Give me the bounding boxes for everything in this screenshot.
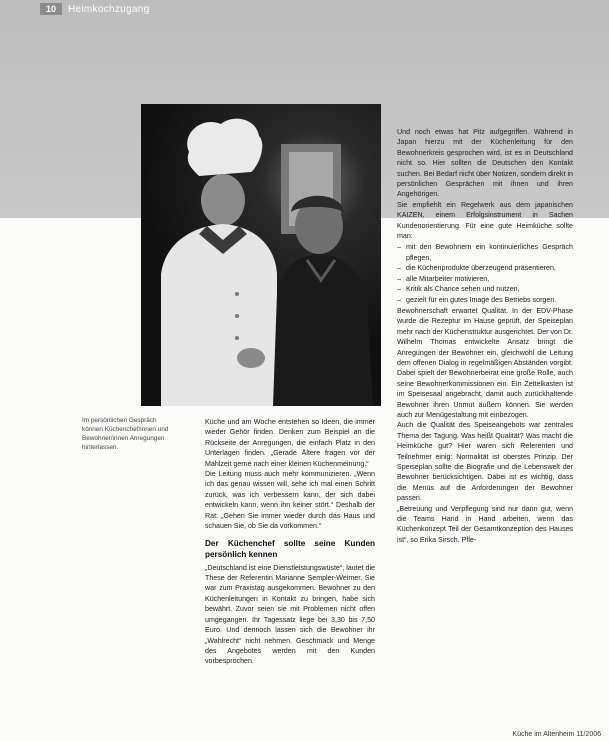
paragraph: Die Leitung muss auch mehr kommunizieren. „Wenn ich das genau wissen will, sehe ich mal einen Schritt zurück, was ich verbessern kann, der sich dabei entwickeln kann, wenn ihn keiner stört.“ Deshalb der Rat: „Gehen Sie immer wieder durch das Haus und schauen Sie, ob Sie da vorkommen.“ xyxy=(205,470,375,531)
running-header xyxy=(40,3,149,15)
paragraph: „Betreuung und Verpflegung sind nur dann gut, wenn die Teams Hand in Hand arbeiten, wenn das Küchenkonzept Teil der Gesamtkonzeption des Hauses ist“, so Erika Sirsch. Pfle- xyxy=(397,504,573,544)
section-title: Heimkochzugang xyxy=(68,3,150,15)
bullet-item: – gezielt für ein gutes Image des Betriebs sorgen. xyxy=(397,295,573,305)
subheading: Der Küchenchef sollte seine Kunden persönlich kennen xyxy=(205,539,375,560)
photo-illustration xyxy=(141,104,381,406)
paragraph: Sie empfiehlt ein Regelwerk aus dem japanischen KAIZEN, einem Erfolgsinstrument in Sachen Kundenorientierung. Für eine gute Heimküche sollte man: xyxy=(397,200,573,241)
article-photo xyxy=(141,104,381,406)
bullet-item: – mit den Bewohnern ein kontinuierliches Gespräch pflegen, xyxy=(397,242,573,263)
bullet-item: – alle Mitarbeiter motivieren, xyxy=(397,274,573,284)
paragraph: Auch die Qualität des Speiseangebots war zentrales Thema der Tagung. Was heißt Qualität? Was macht die Heimküche gut? Hier waren sich Referenten und Teilnehmer einig: Normalität ist oberstes Prinzip. Der Speiseplan sollte die Biografie und die Lebenswelt der Bewohner berücksichtigen. Dabei ist es wichtig, dass die Menüs auf die Anforderungen der Bewohner passen. xyxy=(397,421,573,503)
paragraph: Bewohnerschaft erwartet Qualität. In der EDV-Phase wurde die Rezeptur im Hause geprüft, der Speiseplan mehr nach der Küchenstruktur ausgerichtet. Der von Dr. Wilhelm Thomas entwickelte Ansatz bringt die Anregungen der Bewohner ein, gleichwohl die Leitung dem offenen Dialog in regelmäßigen Abständen vorgibt. Dabei spielt der Bewohnerbeirat eine große Rolle, auch seine Bewohnerkommissionen ein. Ein Zettelkasten ist im Speisesaal angebracht, damit auch zurückhaltende Bewohner ihren Unmut äußern können. Sie werden auch zur Menügestaltung mit einbezogen. xyxy=(397,306,573,419)
paragraph: „Deutschland ist eine Dienstleistungswüste“, lautet die These der Referentin Marianne Sempler-Weimer. Sie war zum Praxistag ausgekommen. Bewohner zu den Küchenleitungen in Kontakt zu bringen, habe sich bewährt. Zuvor seien sie mit Problemen nicht offen umgegangen. Ihr Tagessatz liege bei 3,30 bis 7,50 Euro. Und dennoch lassen sich die Bewohner ihr „Wahlrecht“ nicht nehmen. Geschmack und Menge des Angebotes werden mit den Kunden vorbesprochen. xyxy=(205,563,375,666)
article-right-column xyxy=(397,127,573,545)
paragraph: Und noch etwas hat Pitz aufgegriffen. Während in Japan hierzu mit der Küchenleitung für den Bewohnerkreis gesprochen wird, ist es in Deutschland nicht so. Hier sollten die Deutschen den Kontakt suchen. Bei Bedarf nicht über Notizen, sondern direkt in persönlichen Gesprächen mit ihnen und ihren Angehörigen. xyxy=(397,128,573,199)
bullet-list xyxy=(397,242,573,304)
page-number: 10 xyxy=(40,3,62,15)
bullet-item: – Kritik als Chance sehen und nutzen, xyxy=(397,284,573,294)
page-footer: Küche im Altenheim 11/2006 xyxy=(512,731,601,738)
bullet-item: – die Küchenprodukte überzeugend präsentieren, xyxy=(397,263,573,273)
paragraph: Küche und am Woche entstehen so Ideen, die immer wieder Gehör finden. Denken zum Beispiel an die Rückseite der Anregungen, die einfach Platz in den Unterlagen finden. „Gerade Ältere fragen vor der Mahlzeit gerne nach einer kleinen Küchenmeinung.“ xyxy=(205,418,375,468)
article-left-column xyxy=(205,417,375,667)
photo-caption: Im persönlichen Gespräch können Küchenchef/innen und Bewohner/innen Anregungen hinterlassen. xyxy=(82,417,169,451)
